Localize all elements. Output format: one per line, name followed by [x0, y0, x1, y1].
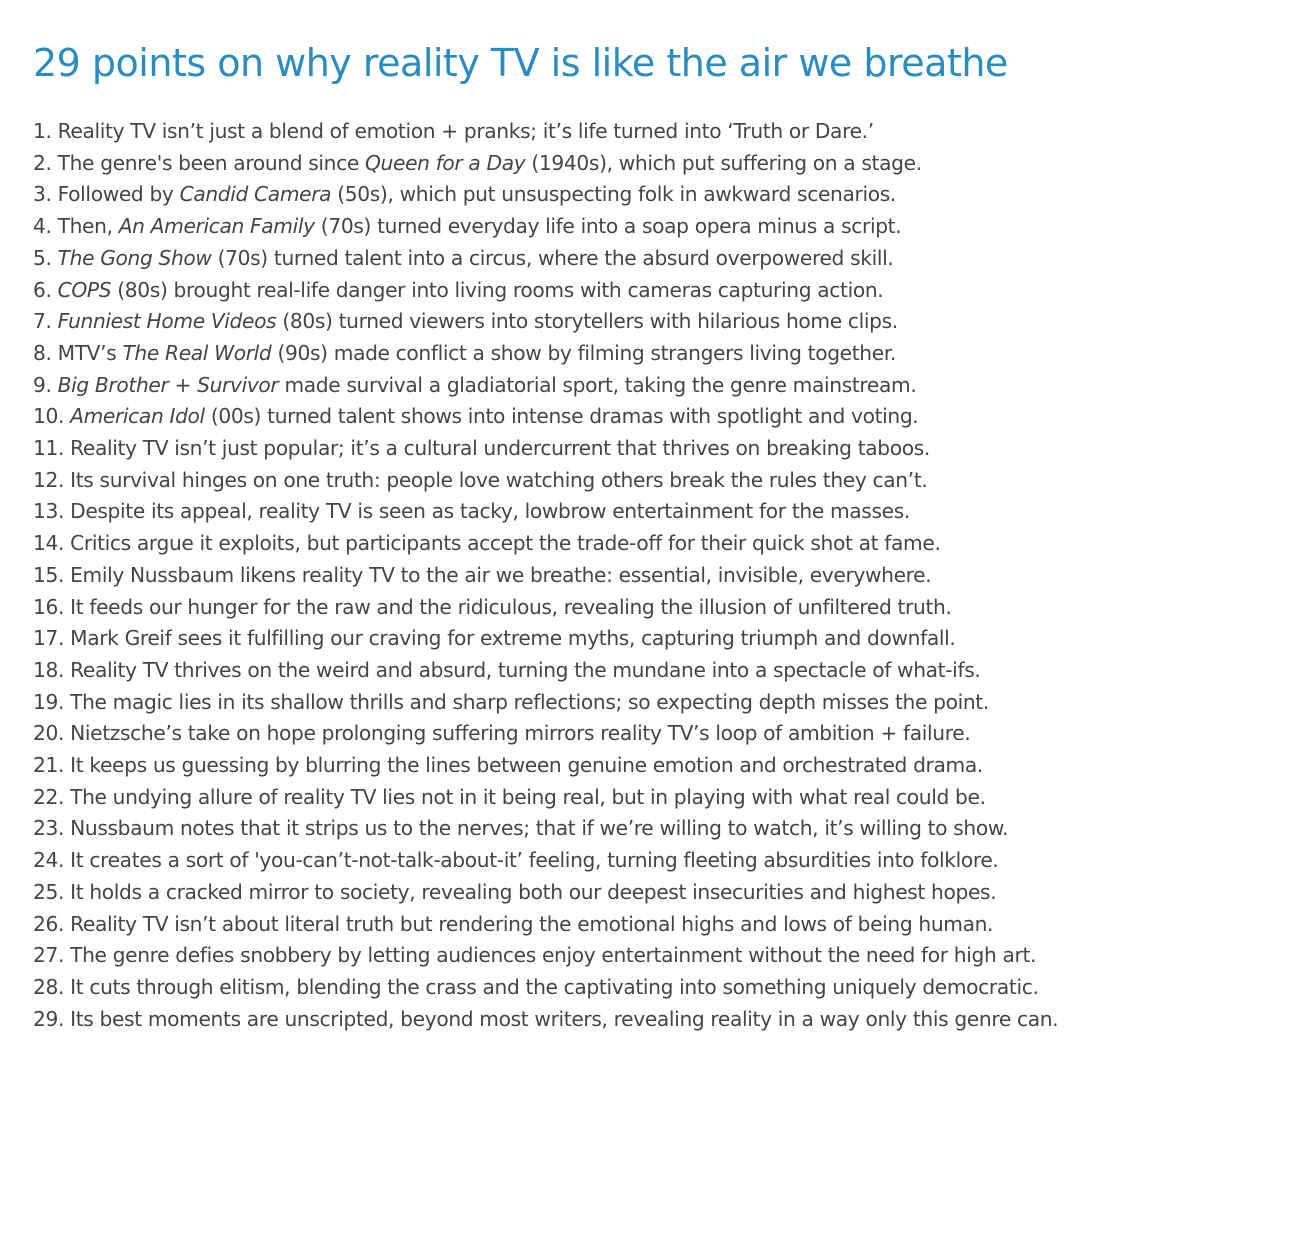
point-text: 15. Emily Nussbaum likens reality TV to the air we breathe: essential, invisible, everywhere.	[33, 562, 932, 587]
show-title: An American Family	[118, 214, 315, 239]
list-item	[33, 338, 1304, 370]
show-title: Queen for a Day	[365, 150, 526, 175]
show-title: Funniest Home Videos	[57, 309, 277, 334]
point-text: 9.	[33, 372, 58, 397]
point-text: (80s) turned viewers into storytellers with hilarious home clips.	[276, 309, 898, 334]
point-text: 28. It cuts through elitism, blending the crass and the captivating into something uniquely democratic.	[33, 974, 1039, 999]
point-text: 12. Its survival hinges on one truth: people love watching others break the rules they can’t.	[33, 467, 928, 492]
list-item	[33, 718, 1304, 750]
point-text: 22. The undying allure of reality TV lies not in it being real, but in playing with what real could be.	[33, 784, 986, 809]
point-text: (70s) turned everyday life into a soap opera minus a script.	[314, 214, 902, 239]
list-item	[33, 370, 1304, 402]
point-text: 25. It holds a cracked mirror to society, revealing both our deepest insecurities and highest hopes.	[33, 879, 997, 904]
list-item	[33, 306, 1304, 338]
show-title: Big Brother + Survivor	[57, 372, 279, 397]
list-item	[33, 433, 1304, 465]
point-text: made survival a gladiatorial sport, taking the genre mainstream.	[278, 372, 917, 397]
list-item	[33, 401, 1304, 433]
show-title: American Idol	[70, 404, 205, 429]
list-item	[33, 148, 1304, 180]
point-text: 1. Reality TV isn’t just a blend of emotion + pranks; it’s life turned into ‘Truth or Dare.’	[33, 119, 874, 143]
list-item	[33, 528, 1304, 560]
point-text: 5.	[33, 245, 58, 270]
list-item	[33, 877, 1304, 909]
point-text: 26. Reality TV isn’t about literal truth but rendering the emotional highs and lows of being human.	[33, 911, 994, 936]
point-text: (50s), which put unsuspecting folk in awkward scenarios.	[331, 182, 896, 207]
point-text: 27. The genre defies snobbery by letting audiences enjoy entertainment without the need for high art.	[33, 943, 1037, 968]
point-text: 3. Followed by	[33, 182, 180, 207]
point-text: 10.	[33, 404, 71, 429]
point-text: (70s) turned talent into a circus, where the absurd overpowered skill.	[211, 245, 894, 270]
list-item	[33, 116, 1304, 148]
point-text: 29. Its best moments are unscripted, beyond most writers, revealing reality in a way only this genre can.	[33, 1006, 1059, 1031]
list-item	[33, 750, 1304, 782]
page-title: 29 points on why reality TV is like the air we breathe	[33, 41, 1008, 85]
list-item	[33, 782, 1304, 814]
point-text: 8. MTV’s	[33, 340, 123, 365]
list-item	[33, 179, 1304, 211]
point-text: 7.	[33, 309, 58, 334]
point-text: 20. Nietzsche’s take on hope prolonging suffering mirrors reality TV’s loop of ambition + failure.	[33, 721, 971, 746]
list-item	[33, 909, 1304, 941]
point-text: 19. The magic lies in its shallow thrills and sharp reflections; so expecting depth misses the point.	[33, 689, 989, 714]
list-item	[33, 243, 1304, 275]
list-item	[33, 940, 1304, 972]
list-item	[33, 845, 1304, 877]
point-text: (1940s), which put suffering on a stage.	[525, 150, 922, 175]
show-title: The Gong Show	[57, 245, 212, 270]
list-item	[33, 655, 1304, 687]
list-item	[33, 1004, 1304, 1036]
list-item	[33, 813, 1304, 845]
show-title: COPS	[57, 277, 112, 302]
point-text: 21. It keeps us guessing by blurring the lines between genuine emotion and orchestrated drama.	[33, 753, 983, 778]
point-text: 18. Reality TV thrives on the weird and absurd, turning the mundane into a spectacle of what-ifs.	[33, 657, 981, 682]
points-list	[33, 116, 1304, 1035]
point-text: 24. It creates a sort of 'you-can’t-not-talk-about-it’ feeling, turning fleeting absurdities into folklore.	[33, 848, 999, 873]
list-item	[33, 623, 1304, 655]
list-item	[33, 496, 1304, 528]
list-item	[33, 465, 1304, 497]
list-item	[33, 687, 1304, 719]
list-item	[33, 560, 1304, 592]
point-text: 11. Reality TV isn’t just popular; it’s a cultural undercurrent that thrives on breaking taboos.	[33, 436, 930, 461]
list-item	[33, 592, 1304, 624]
point-text: (90s) made conflict a show by filming strangers living together.	[271, 340, 896, 365]
point-text: 6.	[33, 277, 58, 302]
point-text: 4. Then,	[33, 214, 119, 239]
point-text: (80s) brought real-life danger into living rooms with cameras capturing action.	[111, 277, 884, 302]
show-title: Candid Camera	[179, 182, 332, 207]
point-text: 2. The genre's been around since	[33, 150, 366, 175]
point-text: (00s) turned talent shows into intense dramas with spotlight and voting.	[204, 404, 919, 429]
list-item	[33, 211, 1304, 243]
point-text: 13. Despite its appeal, reality TV is seen as tacky, lowbrow entertainment for the masses.	[33, 499, 910, 524]
show-title: The Real World	[122, 340, 272, 365]
point-text: 16. It feeds our hunger for the raw and the ridiculous, revealing the illusion of unfiltered truth.	[33, 594, 952, 619]
point-text: 14. Critics argue it exploits, but participants accept the trade-off for their quick shot at fame.	[33, 531, 941, 556]
point-text: 23. Nussbaum notes that it strips us to the nerves; that if we’re willing to watch, it’s willing to show.	[33, 816, 1009, 841]
list-item	[33, 972, 1304, 1004]
list-item	[33, 275, 1304, 307]
point-text: 17. Mark Greif sees it fulfilling our craving for extreme myths, capturing triumph and downfall.	[33, 626, 956, 651]
